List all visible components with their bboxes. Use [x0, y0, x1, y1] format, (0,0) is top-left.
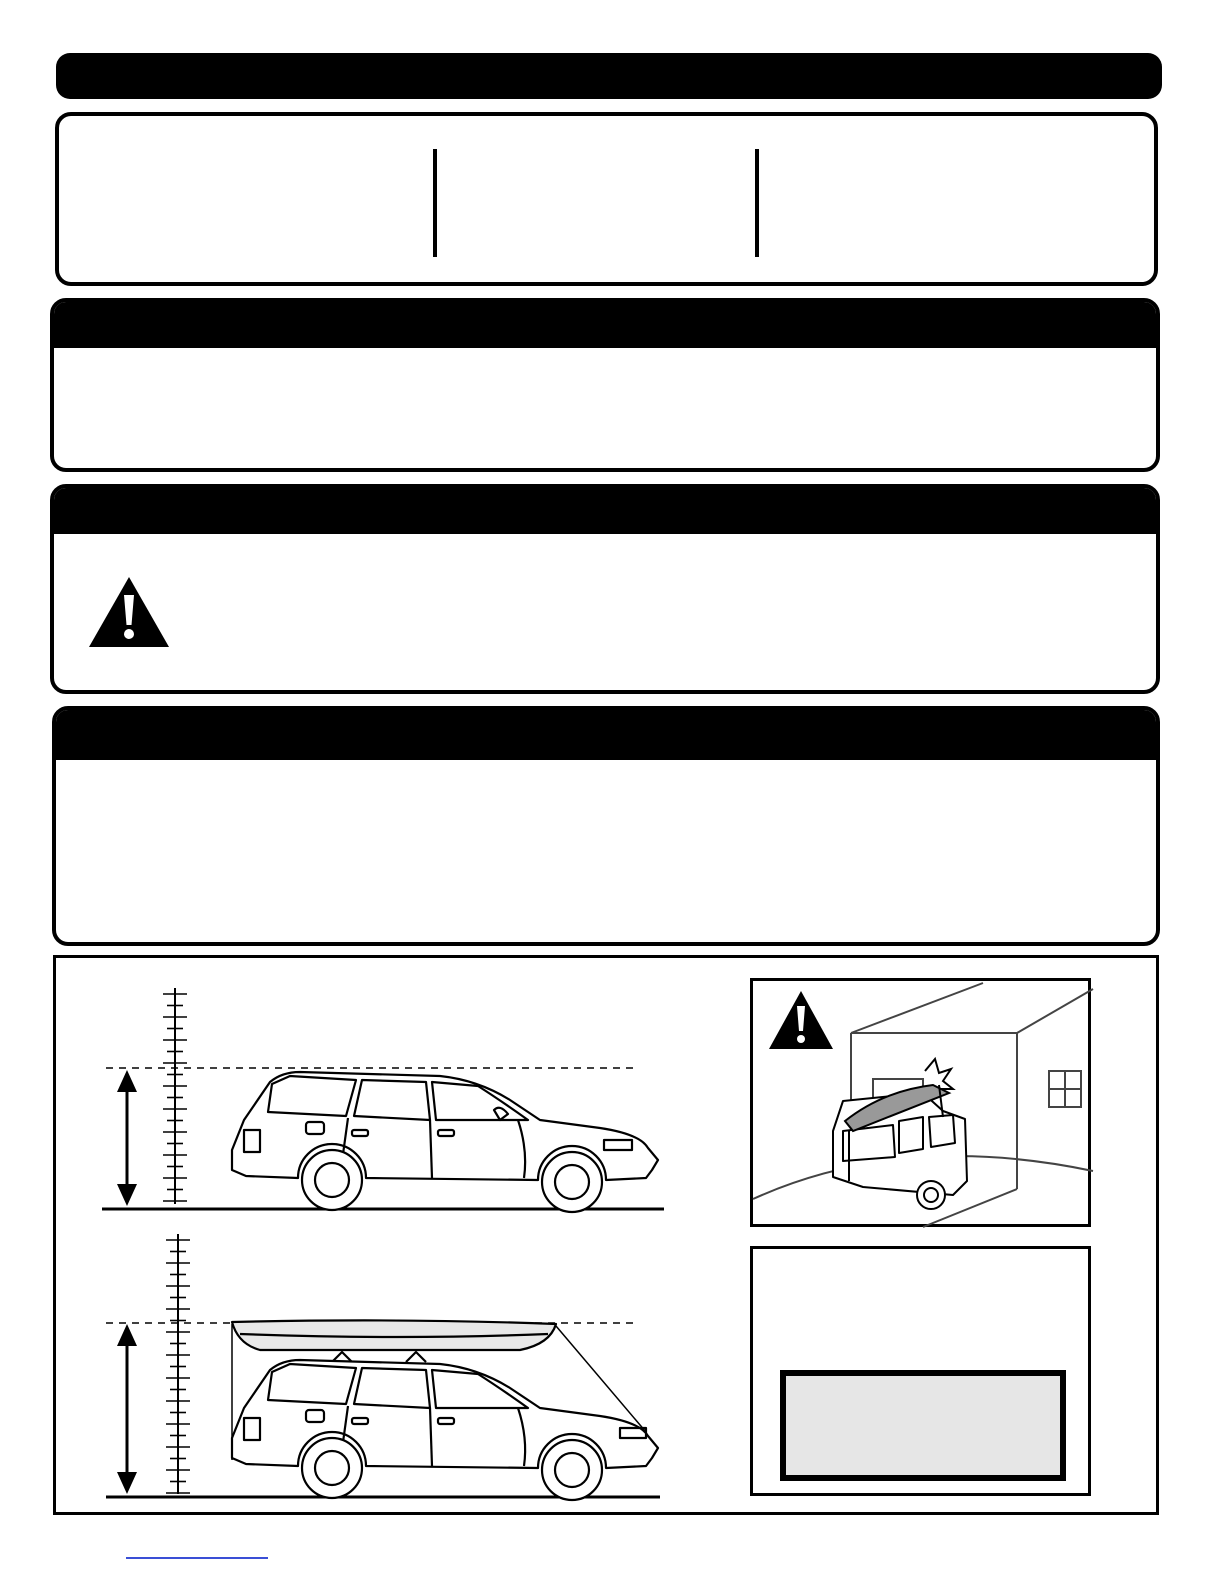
height-ruler [163, 988, 187, 1204]
station-wagon-illustration [232, 1072, 658, 1212]
footer-link-underline[interactable] [126, 1557, 268, 1559]
garage-illustration [753, 981, 1094, 1230]
clearance-label-box [780, 1370, 1066, 1481]
garage-warning-panel [750, 978, 1091, 1227]
height-arrow [117, 1324, 137, 1494]
height-ruler [166, 1234, 190, 1494]
height-arrow [117, 1070, 137, 1206]
label-panel [750, 1246, 1091, 1496]
station-wagon-illustration [232, 1360, 658, 1500]
